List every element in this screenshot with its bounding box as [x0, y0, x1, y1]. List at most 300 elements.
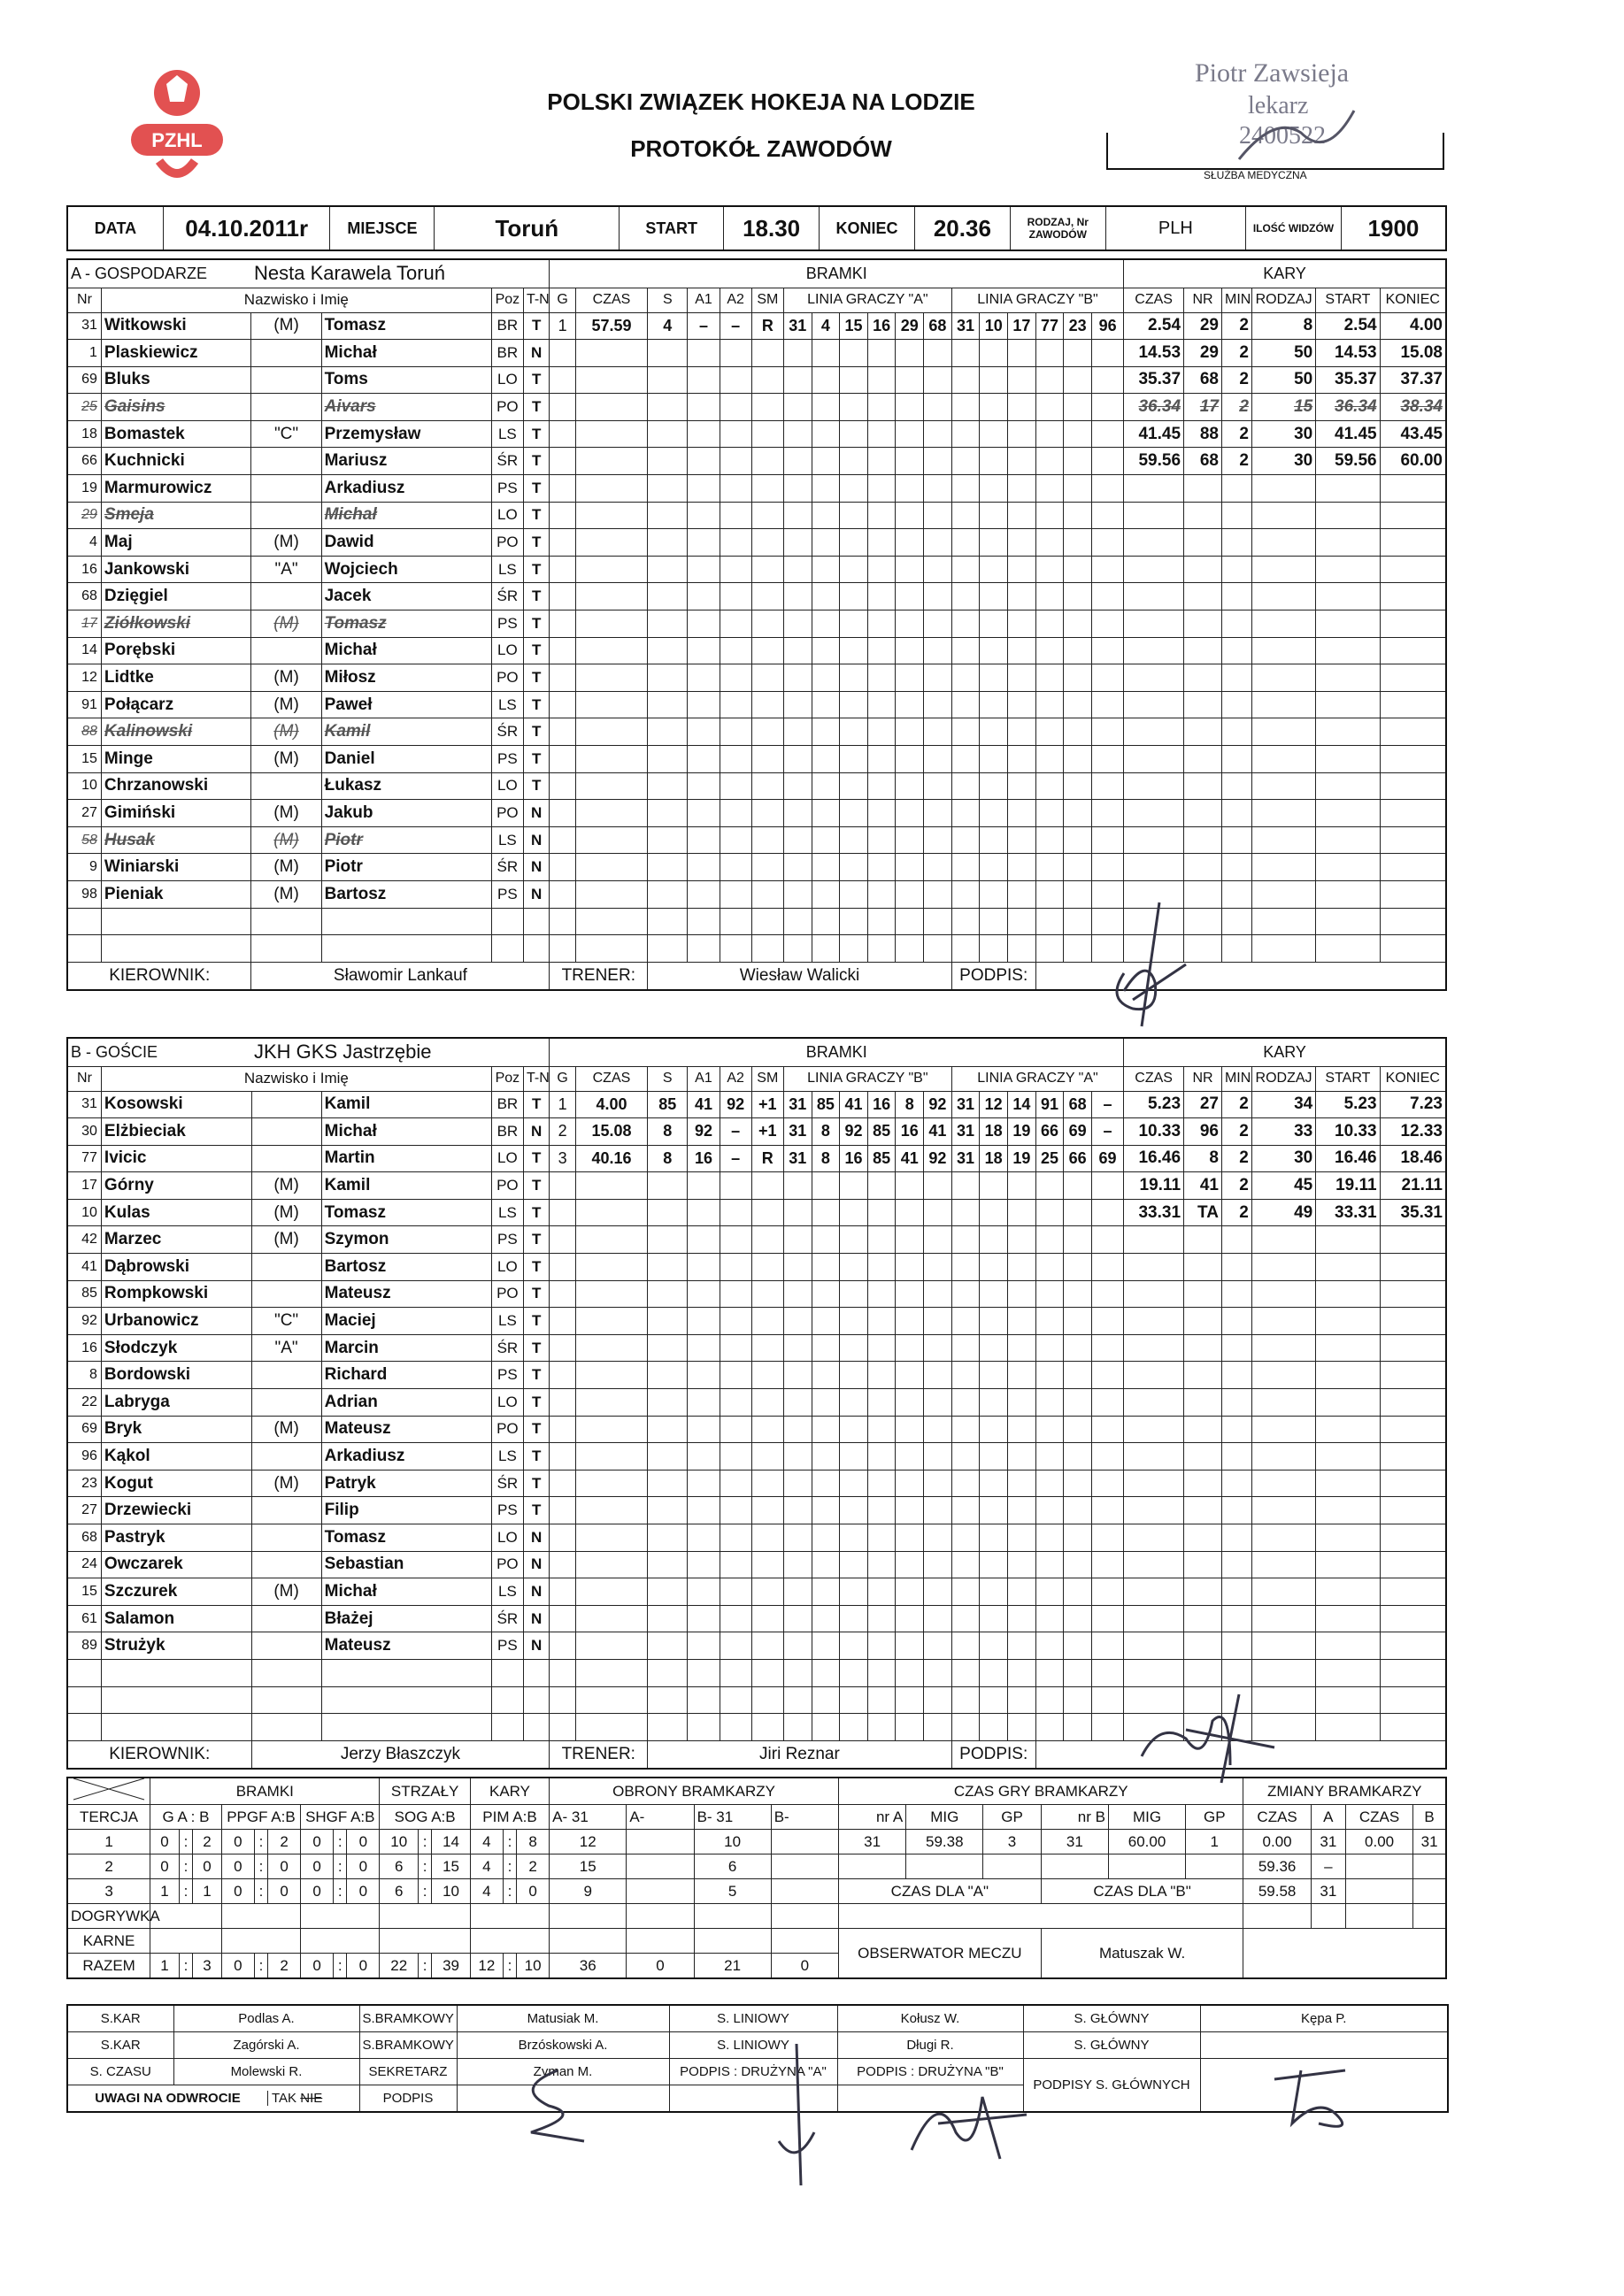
penalty-type: 15 [1251, 394, 1315, 421]
goal-line-a: 85 [867, 1118, 896, 1146]
goal-scorer [648, 691, 688, 718]
player-firstname: Paweł [321, 691, 491, 718]
penalty-time: 2.54 [1124, 312, 1184, 340]
goal-line-a: 15 [840, 312, 868, 340]
goal-line-b [1035, 1308, 1064, 1335]
penalty-start: 36.34 [1316, 394, 1380, 421]
player-tn: N [523, 1605, 549, 1632]
goal-time [575, 854, 647, 881]
penalty-player [1184, 1632, 1222, 1660]
player-firstname: Michał [321, 1578, 491, 1606]
sub-nrb: nr B [1041, 1805, 1108, 1830]
penalty-end [1380, 1280, 1446, 1308]
podpis-label: PODPIS [359, 2085, 457, 2113]
penalty-start: 2.54 [1316, 312, 1380, 340]
penalty-minutes [1221, 529, 1251, 557]
goal-scorer [648, 908, 688, 935]
team-b-trener-label: TRENER: [550, 1740, 648, 1769]
penalty-minutes [1221, 1470, 1251, 1497]
penalty-end [1380, 1308, 1446, 1335]
goal-assist2 [720, 1605, 751, 1632]
player-tn: T [523, 610, 549, 638]
penalty-type [1251, 826, 1315, 854]
sub-mig: MIG [906, 1805, 983, 1830]
player-surname: Szczurek [101, 1578, 251, 1606]
koniec-label: KONIEC [820, 206, 915, 250]
penalty-player [1184, 1362, 1222, 1389]
goal-assist1 [688, 1280, 720, 1308]
goal-assist1 [688, 1551, 720, 1578]
goal-line-a [924, 583, 952, 610]
player-firstname: Maciej [321, 1308, 491, 1335]
goal-time [575, 1497, 647, 1524]
player-position: LS [491, 1443, 523, 1471]
goal-scorer [648, 1497, 688, 1524]
goal-sm [751, 1362, 783, 1389]
team-b-kierownik: Jerzy Błaszczyk [251, 1740, 550, 1769]
goal-assist2 [720, 420, 751, 448]
goal-assist2 [720, 637, 751, 664]
goal-line-b [980, 1578, 1008, 1606]
goal-time [575, 772, 647, 800]
goal-line-a [896, 826, 924, 854]
goal-time [575, 502, 647, 529]
goal-line-b [1008, 366, 1036, 394]
goal-line-a [783, 502, 812, 529]
goal-line-a: 31 [783, 312, 812, 340]
goal-line-a [783, 340, 812, 367]
goal-line-a [840, 1497, 868, 1524]
goal-line-b [951, 772, 980, 800]
goal-assist1 [688, 583, 720, 610]
doctor-title: lekarz [1248, 92, 1309, 119]
table-row [67, 1280, 1446, 1308]
goal-line-a [783, 1497, 812, 1524]
goal-number [550, 1659, 575, 1686]
obserwator: Matuszak W. [1041, 1929, 1243, 1979]
period-pim-b: 8 [517, 1830, 550, 1854]
col-s: S [648, 1066, 688, 1091]
player-number: 91 [67, 691, 101, 718]
separator: : [419, 1854, 432, 1879]
player-mark: (M) [251, 664, 321, 692]
goal-line-b [1091, 826, 1123, 854]
goal-line-a [812, 556, 840, 583]
goal-line-a [840, 1470, 868, 1497]
goal-line-b [980, 800, 1008, 827]
goal-assist1: 16 [688, 1145, 720, 1172]
goal-line-b [1035, 502, 1064, 529]
goal-line-b [1008, 1659, 1036, 1686]
goal-line-b [1064, 1659, 1092, 1686]
player-number: 31 [67, 312, 101, 340]
team-a-prefix: A - GOSPODARZE [67, 259, 251, 288]
penalty-minutes: 2 [1221, 366, 1251, 394]
player-surname: Gaisins [101, 394, 251, 421]
goal-line-b [1064, 1714, 1092, 1741]
goal-line-b [980, 718, 1008, 746]
goal-line-b [1008, 610, 1036, 638]
razem-ppgf-a: 0 [221, 1954, 254, 1979]
goal-sm [751, 718, 783, 746]
goal-line-a [840, 340, 868, 367]
penalty-type: 30 [1251, 1145, 1315, 1172]
goal-line-a [896, 908, 924, 935]
player-tn: T [523, 664, 549, 692]
goal-line-b [1008, 826, 1036, 854]
penalty-time [1124, 1524, 1184, 1552]
goal-line-a [812, 1578, 840, 1606]
goal-scorer [648, 1416, 688, 1443]
goal-scorer [648, 610, 688, 638]
goal-line-b: 31 [951, 1091, 980, 1118]
razem-ob: 21 [694, 1954, 771, 1979]
penalty-type [1251, 529, 1315, 557]
skar1: Podlas A. [173, 2005, 359, 2032]
separator: : [419, 1879, 432, 1904]
goal-number [550, 1280, 575, 1308]
goal-number [550, 448, 575, 475]
penalty-end [1380, 1524, 1446, 1552]
table-row [67, 746, 1446, 773]
col-nr: Nr [67, 1066, 101, 1091]
penalty-minutes [1221, 664, 1251, 692]
goal-line-b [1035, 1280, 1064, 1308]
goal-line-a [812, 529, 840, 557]
goal-line-b [1008, 1714, 1036, 1741]
penalty-type [1251, 1578, 1315, 1606]
goal-line-b [951, 448, 980, 475]
goal-line-a [896, 502, 924, 529]
penalty-player [1184, 691, 1222, 718]
goal-line-a [812, 1172, 840, 1200]
goal-line-a [812, 880, 840, 908]
goal-scorer [648, 1714, 688, 1741]
team-b-roster [67, 1091, 1446, 1740]
goal-line-a [840, 420, 868, 448]
penalty-end: 21.11 [1380, 1172, 1446, 1200]
player-position: PS [491, 1226, 523, 1254]
table-row [67, 718, 1446, 746]
penalty-type [1251, 854, 1315, 881]
penalty-player [1184, 475, 1222, 503]
goal-line-a [783, 800, 812, 827]
separator: : [254, 1854, 267, 1879]
penalty-player [1184, 1308, 1222, 1335]
penalty-type [1251, 1389, 1315, 1417]
goal-number [550, 1605, 575, 1632]
signature-team-b [1133, 1686, 1292, 1792]
goal-line-b [1064, 1551, 1092, 1578]
goal-line-a [867, 691, 896, 718]
penalty-player [1184, 1280, 1222, 1308]
team-a-goals-title: BRAMKI [550, 259, 1124, 288]
goal-line-b [951, 1443, 980, 1471]
table-row [67, 1659, 1446, 1686]
change-goalie-b [1413, 1879, 1446, 1904]
goal-line-b [1064, 908, 1092, 935]
player-mark [251, 475, 321, 503]
change-time-b: 0.00 [1345, 1830, 1412, 1854]
goal-line-a [924, 800, 952, 827]
player-number: 85 [67, 1280, 101, 1308]
goal-assist2 [720, 718, 751, 746]
goal-line-a [924, 1659, 952, 1686]
goal-line-a [896, 366, 924, 394]
goal-assist2 [720, 1334, 751, 1362]
goal-line-a [896, 1605, 924, 1632]
goal-line-b [1091, 1334, 1123, 1362]
penalty-time: 59.56 [1124, 448, 1184, 475]
goal-line-b [1064, 1226, 1092, 1254]
penalty-minutes [1221, 772, 1251, 800]
player-position: LS [491, 1308, 523, 1335]
player-firstname: Michał [321, 502, 491, 529]
goal-assist2 [720, 1172, 751, 1200]
col-pen-rodzaj: RODZAJ [1251, 288, 1315, 312]
goal-assist1 [688, 366, 720, 394]
goal-sm [751, 1686, 783, 1714]
table-row [67, 1497, 1446, 1524]
goal-sm [751, 1280, 783, 1308]
goal-line-b [1035, 1497, 1064, 1524]
nie-option: NIE [300, 2091, 323, 2106]
goal-assist2 [720, 880, 751, 908]
goal-line-b [1008, 475, 1036, 503]
player-firstname: Mariusz [321, 448, 491, 475]
penalty-start [1316, 475, 1380, 503]
goal-line-a [783, 1686, 812, 1714]
player-firstname: Adrian [321, 1389, 491, 1417]
goal-line-a [924, 854, 952, 881]
penalty-minutes [1221, 1497, 1251, 1524]
penalty-end [1380, 800, 1446, 827]
penalty-time [1124, 826, 1184, 854]
goal-line-a [867, 1632, 896, 1660]
player-mark [251, 1714, 321, 1741]
player-tn: T [523, 718, 549, 746]
penalty-player: 96 [1184, 1118, 1222, 1146]
goal-number [550, 556, 575, 583]
sekretarz: Zyman M. [457, 2059, 669, 2085]
goal-line-a [783, 664, 812, 692]
goal-line-b [1064, 854, 1092, 881]
col-s: S [648, 288, 688, 312]
team-a-penalties-title: KARY [1124, 259, 1446, 288]
goal-line-a [840, 1308, 868, 1335]
penalty-time [1124, 1497, 1184, 1524]
signature-secretary [496, 2062, 602, 2150]
penalty-end: 38.34 [1380, 394, 1446, 421]
goal-line-b [1008, 637, 1036, 664]
separator: : [503, 1830, 516, 1854]
goal-line-a [783, 691, 812, 718]
officials-table [66, 2004, 1449, 2113]
goal-line-b [1035, 935, 1064, 963]
penalty-end: 7.23 [1380, 1091, 1446, 1118]
player-number: 27 [67, 1497, 101, 1524]
penalty-type: 33 [1251, 1118, 1315, 1146]
tak-option: TAK [267, 2091, 296, 2106]
slin1-label: S. LINIOWY [669, 2005, 837, 2032]
change-time-a: 59.58 [1243, 1879, 1311, 1904]
goal-line-b [980, 529, 1008, 557]
player-mark [251, 394, 321, 421]
goal-line-b [1035, 556, 1064, 583]
goal-line-a [896, 772, 924, 800]
goal-line-b [1008, 529, 1036, 557]
sub-za: A [1311, 1805, 1345, 1830]
goal-time [575, 1659, 647, 1686]
goal-scorer [648, 1389, 688, 1417]
goal-assist1 [688, 1578, 720, 1606]
player-number [67, 1714, 101, 1741]
team-a-roster [67, 312, 1446, 962]
table-row [67, 1551, 1446, 1578]
goal-line-b [1064, 1470, 1092, 1497]
czas-dla-b: CZAS DLA "B" [1041, 1879, 1243, 1904]
goal-line-b [980, 502, 1008, 529]
goal-line-b [1035, 637, 1064, 664]
goal-line-a [867, 854, 896, 881]
penalty-end [1380, 610, 1446, 638]
goal-line-b [980, 420, 1008, 448]
player-number: 30 [67, 1118, 101, 1146]
goal-line-a [783, 772, 812, 800]
player-tn: T [523, 772, 549, 800]
goal-line-b [951, 420, 980, 448]
penalty-type [1251, 1334, 1315, 1362]
goal-line-a [783, 610, 812, 638]
penalty-start: 41.45 [1316, 420, 1380, 448]
penalty-player [1184, 1659, 1222, 1686]
penalty-player [1184, 854, 1222, 881]
team-b-trener: Jiri Reznar [648, 1740, 952, 1769]
player-number: 68 [67, 1524, 101, 1552]
sglowny2 [1200, 2032, 1448, 2059]
goal-line-b [1035, 1172, 1064, 1200]
match-end: 20.36 [914, 206, 1010, 250]
goal-assist1 [688, 610, 720, 638]
separator: : [254, 1830, 267, 1854]
goal-time [575, 1254, 647, 1281]
period-ga-a: 1 [150, 1879, 180, 1904]
penalty-start [1316, 1470, 1380, 1497]
player-position [491, 1714, 523, 1741]
team-a-kierownik: Sławomir Lankauf [251, 962, 550, 990]
player-number: 17 [67, 610, 101, 638]
goal-line-b [1008, 1605, 1036, 1632]
goal-time [575, 366, 647, 394]
player-tn: T [523, 1145, 549, 1172]
goal-line-a [812, 691, 840, 718]
goal-line-b [1008, 502, 1036, 529]
goal-line-a [840, 1280, 868, 1308]
player-surname [101, 935, 251, 963]
player-number: 69 [67, 1416, 101, 1443]
penalty-time [1124, 664, 1184, 692]
goal-line-b [980, 1714, 1008, 1741]
penalty-type [1251, 1254, 1315, 1281]
goal-number [550, 1714, 575, 1741]
penalty-type [1251, 1497, 1315, 1524]
player-mark [251, 1362, 321, 1389]
penalty-end [1380, 854, 1446, 881]
sub-mig2: MIG [1108, 1805, 1185, 1830]
goal-number [550, 1416, 575, 1443]
goal-sm [751, 880, 783, 908]
goal-line-b [1035, 475, 1064, 503]
goal-line-a [924, 1605, 952, 1632]
penalty-time [1124, 854, 1184, 881]
player-surname: Górny [101, 1172, 251, 1200]
goal-line-a [896, 718, 924, 746]
goal-line-b [1091, 1172, 1123, 1200]
goal-line-b [1091, 1416, 1123, 1443]
penalty-time: 14.53 [1124, 340, 1184, 367]
penalty-end [1380, 1443, 1446, 1471]
player-position: PO [491, 1416, 523, 1443]
player-tn: N [523, 1632, 549, 1660]
change-goalie-a: 31 [1311, 1830, 1345, 1854]
player-surname: Plaskiewicz [101, 340, 251, 367]
player-position [491, 1659, 523, 1686]
player-number: 89 [67, 1632, 101, 1660]
player-tn: N [523, 800, 549, 827]
goal-scorer [648, 1632, 688, 1660]
table-row [67, 1199, 1446, 1226]
goal-line-a [840, 664, 868, 692]
goal-line-a [783, 1280, 812, 1308]
penalty-start [1316, 1686, 1380, 1714]
player-position: BR [491, 312, 523, 340]
goal-line-b: 66 [1035, 1118, 1064, 1146]
goal-sm [751, 800, 783, 827]
goal-line-b [1064, 448, 1092, 475]
penalty-type [1251, 1470, 1315, 1497]
goal-line-a [867, 1226, 896, 1254]
goal-assist2 [720, 908, 751, 935]
goal-time [575, 1714, 647, 1741]
penalty-start: 33.31 [1316, 1199, 1380, 1226]
player-firstname: Tomasz [321, 312, 491, 340]
period-pim-b: 2 [517, 1854, 550, 1879]
goal-line-b [1035, 366, 1064, 394]
goal-line-a [924, 1443, 952, 1471]
goal-line-b [951, 610, 980, 638]
table-row [67, 1308, 1446, 1335]
goal-assist2 [720, 366, 751, 394]
penalty-time [1124, 1389, 1184, 1417]
table-row [67, 664, 1446, 692]
razem-sog-b: 39 [432, 1954, 471, 1979]
player-tn [523, 935, 549, 963]
goal-line-b [1091, 1199, 1123, 1226]
player-tn: T [523, 1470, 549, 1497]
goal-line-b [1064, 1443, 1092, 1471]
saves-a2 [627, 1879, 694, 1904]
player-firstname: Jakub [321, 800, 491, 827]
goal-sm [751, 502, 783, 529]
penalty-type: 30 [1251, 448, 1315, 475]
goal-line-a [812, 908, 840, 935]
player-mark: (M) [251, 800, 321, 827]
goal-line-a [840, 746, 868, 773]
goal-assist1 [688, 1497, 720, 1524]
penalty-type [1251, 583, 1315, 610]
goal-line-a [896, 340, 924, 367]
goal-line-a [924, 1172, 952, 1200]
